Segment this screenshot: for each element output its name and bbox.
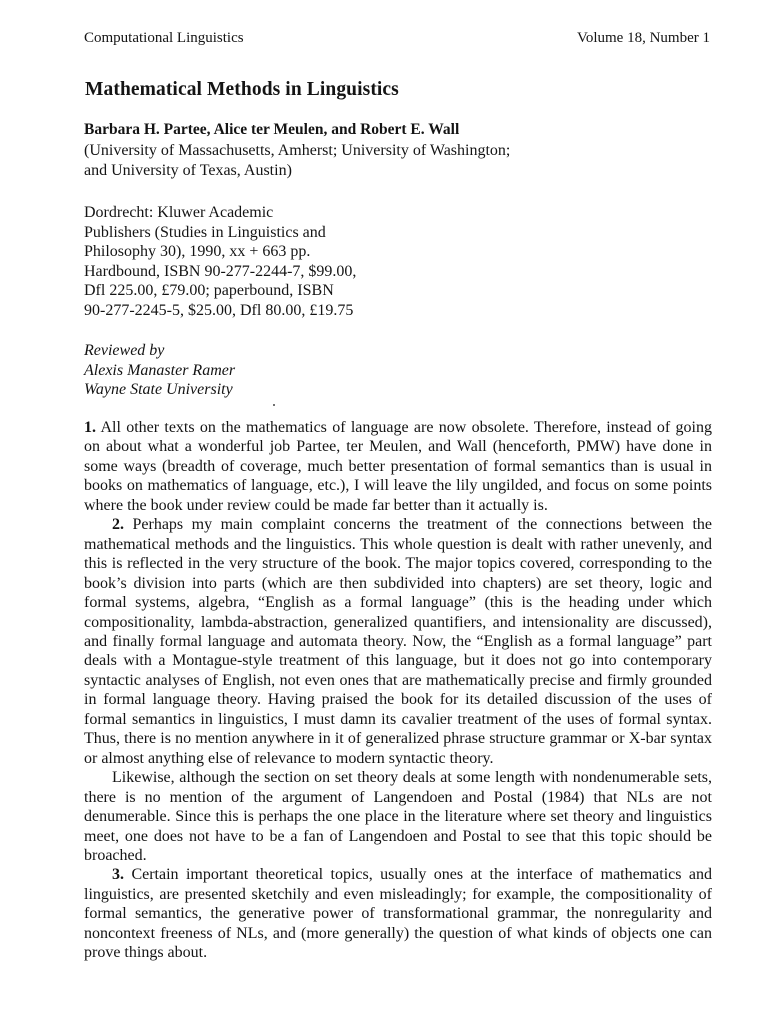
volume-number: Volume 18, Number 1 [576, 30, 710, 46]
running-head [84, 30, 710, 47]
publication-details [84, 203, 414, 320]
paragraph-text: Certain important theoretical topics, usually ones at the interface of mathematics and linguistics, are presented sketchily and even misleadingly; for example, the compositionality of formal semantics, the generative power of transformational grammar, the nonregularity and noncontext freeness of NLs, and (more generally) the question of what kinds of objects one can prove things about. [84, 866, 713, 962]
paragraph-2 [84, 515, 712, 768]
publication-line: Dfl 225.00, £79.00; paperbound, ISBN [84, 282, 334, 299]
publication-line: Hardbound, ISBN 90-277-2244-7, $99.00, [84, 262, 357, 280]
paragraph-3 [84, 768, 712, 865]
affiliation-line: (University of Massachusetts, Amherst; University of Washington; [84, 142, 511, 159]
paragraph-text: Likewise, although the section on set theory deals at some length with nondenumerable sets, there is no mention of the argument of Langendoen and Postal (1984) that NLs are not denumerable. Since this is perhaps the one place in the literature where set theory and linguistics meet, one does not have to be a fan of Langendoen and Postal to see that this topic should be broached. [84, 769, 712, 864]
section-number: 3. [112, 866, 124, 884]
section-number: 1. [84, 419, 96, 436]
review-body [84, 418, 712, 963]
reviewer-name: Alexis Manaster Ramer [84, 361, 236, 379]
publication-line: Dordrecht: Kluwer Academic [84, 204, 274, 221]
paragraph-4 [84, 865, 712, 962]
paragraph-text: Perhaps my main complaint concerns the treatment of the connections between the mathematical methods and the linguistics. This whole question is dealt with rather unevenly, and this is reflected in the very structure of the book. The major topics covered, corresponding to the book’s division into parts (which are then subdivided into chapters) are set theory, logic and formal systems, algebra, “English as a formal language” (this is the heading under which compositionality, lambda-abstraction, generalized quantifiers, and intensionality are discussed), and finally formal language and automata theory. Now, the “English as a formal language” part deals with a Montague-style treatment of this language, but it does not go into contemporary syntactic analyses of English, not even ones that are mathematically precise and firmly grounded in formal language theory. Having praised the book for its detailed discussion of the uses of formal semantics in linguistics, I must damn its cavalier treatment of the uses of formal syntax. Thus, there is no mention anywhere in it of generalized phrase structure grammar or X-bar syntax or almost anything else of relevance to modern syntactic theory. [84, 516, 713, 767]
review-title: Mathematical Methods in Linguistics [85, 79, 399, 100]
publication-line: Publishers (Studies in Linguistics and [84, 223, 326, 241]
reviewed-by-label: Reviewed by [84, 342, 165, 359]
author-affiliations [84, 141, 704, 180]
publication-line: Philosophy 30), 1990, xx + 663 pp. [84, 243, 311, 260]
reviewer-block [84, 341, 235, 400]
section-number: 2. [112, 516, 124, 534]
publication-line: 90-277-2245-5, $25.00, Dfl 80.00, £19.75 [84, 301, 354, 319]
affiliation-line: and University of Texas, Austin) [84, 161, 292, 179]
paragraph-text: All other texts on the mathematics of language are now obsolete. Therefore, instead of going on about what a wonderful job Partee, ter Meulen, and Wall (henceforth, PMW) have done in some ways (breadth of coverage, much better presentation of formal semantics than is usual in books on mathematics of language, etc.), I will leave the lily ungilded, and focus on some points where the book under review could be made far better than it actually is. [84, 419, 713, 514]
book-authors: Barbara H. Partee, Alice ter Meulen, and Robert E. Wall [84, 121, 460, 138]
scan-speck [273, 404, 275, 406]
paragraph-1 [84, 418, 712, 515]
reviewer-affiliation: Wayne State University [84, 381, 233, 398]
journal-name: Computational Linguistics [84, 30, 244, 46]
